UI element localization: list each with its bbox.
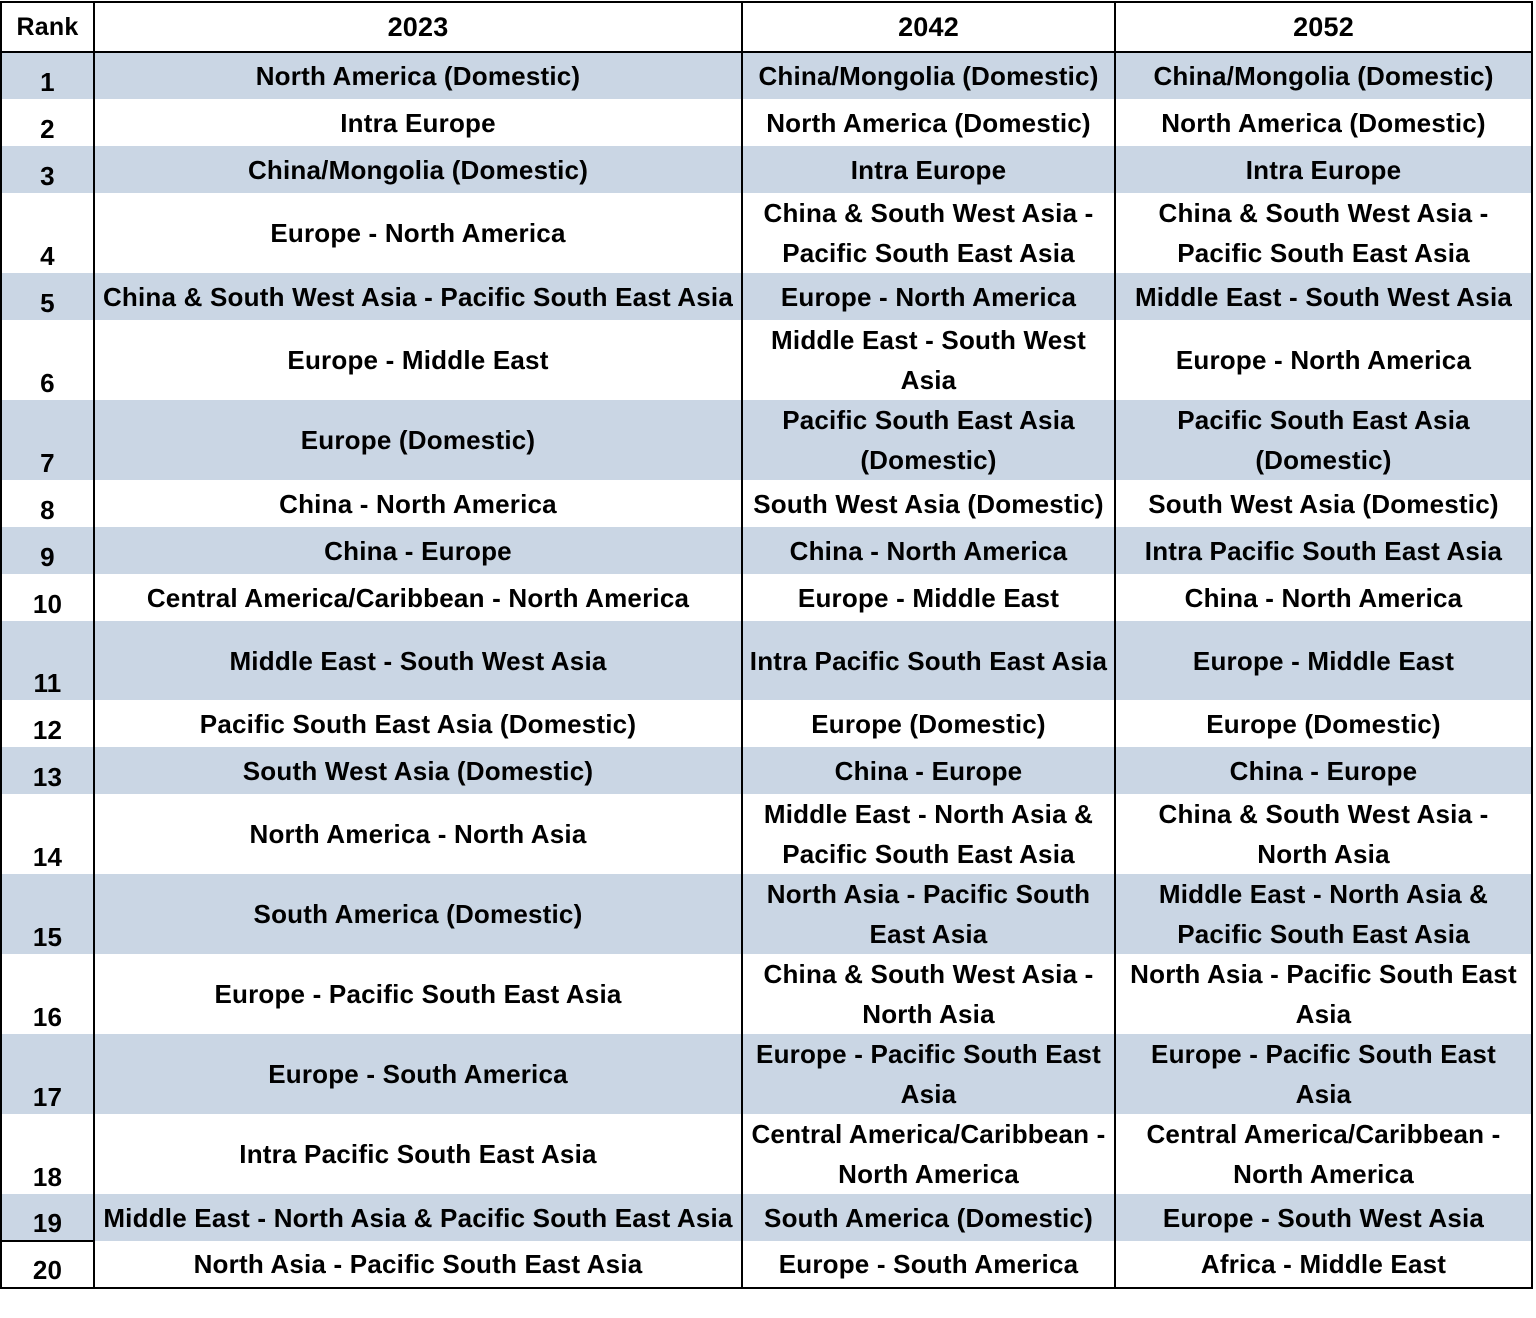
cell-2042: China - North America: [742, 527, 1115, 574]
table-row: [1, 621, 1532, 700]
cell-2042: Europe - Middle East: [742, 574, 1115, 621]
table-row: [1, 1114, 1532, 1194]
table-row: [1, 99, 1532, 146]
rank-cell: 9: [1, 527, 94, 574]
cell-2052: North America (Domestic): [1115, 99, 1532, 146]
rank-cell: 3: [1, 146, 94, 193]
rank-cell: 7: [1, 400, 94, 480]
header-2042: 2042: [742, 2, 1115, 52]
cell-2052: China - North America: [1115, 574, 1532, 621]
table-row: [1, 527, 1532, 574]
cell-2042: Intra Pacific South East Asia: [742, 621, 1115, 700]
rank-cell: 15: [1, 874, 94, 954]
rank-cell: 12: [1, 700, 94, 747]
cell-2023: North Asia - Pacific South East Asia: [94, 1241, 742, 1288]
table-header: [1, 2, 1532, 52]
cell-2042: Europe (Domestic): [742, 700, 1115, 747]
cell-2052: Europe - Middle East: [1115, 621, 1532, 700]
cell-2042: China & South West Asia - North Asia: [742, 954, 1115, 1034]
cell-2042: North America (Domestic): [742, 99, 1115, 146]
cell-2023: Europe - Pacific South East Asia: [94, 954, 742, 1034]
cell-2042: Central America/Caribbean - North America: [742, 1114, 1115, 1194]
table-row: [1, 954, 1532, 1034]
rank-cell: 16: [1, 954, 94, 1034]
header-row: [1, 2, 1532, 52]
cell-2052: Europe - South West Asia: [1115, 1194, 1532, 1241]
rank-cell: 13: [1, 747, 94, 794]
cell-2042: Intra Europe: [742, 146, 1115, 193]
cell-2042: Middle East - North Asia & Pacific South East Asia: [742, 794, 1115, 874]
cell-2052: Europe - Pacific South East Asia: [1115, 1034, 1532, 1114]
table-row: [1, 52, 1532, 99]
table-row: [1, 1241, 1532, 1288]
rank-cell: 6: [1, 320, 94, 400]
cell-2023: North America (Domestic): [94, 52, 742, 99]
cell-2023: China - North America: [94, 480, 742, 527]
cell-2023: Europe (Domestic): [94, 400, 742, 480]
rank-cell: 14: [1, 794, 94, 874]
cell-2023: Europe - North America: [94, 193, 742, 273]
rank-cell: 4: [1, 193, 94, 273]
cell-2023: Europe - South America: [94, 1034, 742, 1114]
cell-2052: Pacific South East Asia (Domestic): [1115, 400, 1532, 480]
cell-2042: Middle East - South West Asia: [742, 320, 1115, 400]
table-row: [1, 1034, 1532, 1114]
cell-2042: South West Asia (Domestic): [742, 480, 1115, 527]
cell-2042: Pacific South East Asia (Domestic): [742, 400, 1115, 480]
cell-2052: Europe (Domestic): [1115, 700, 1532, 747]
cell-2052: China & South West Asia - North Asia: [1115, 794, 1532, 874]
cell-2023: North America - North Asia: [94, 794, 742, 874]
ranking-table: [0, 1, 1533, 1289]
cell-2052: China & South West Asia - Pacific South East Asia: [1115, 193, 1532, 273]
cell-2052: China/Mongolia (Domestic): [1115, 52, 1532, 99]
cell-2023: Intra Pacific South East Asia: [94, 1114, 742, 1194]
rank-cell: 20: [1, 1241, 94, 1288]
cell-2023: Central America/Caribbean - North America: [94, 574, 742, 621]
table-row: [1, 273, 1532, 320]
table-row: [1, 400, 1532, 480]
cell-2042: Europe - Pacific South East Asia: [742, 1034, 1115, 1114]
rank-cell: 8: [1, 480, 94, 527]
rank-cell: 1: [1, 52, 94, 99]
table-row: [1, 320, 1532, 400]
cell-2023: Europe - Middle East: [94, 320, 742, 400]
cell-2042: China/Mongolia (Domestic): [742, 52, 1115, 99]
cell-2023: Middle East - South West Asia: [94, 621, 742, 700]
table-row: [1, 1194, 1532, 1241]
cell-2052: North Asia - Pacific South East Asia: [1115, 954, 1532, 1034]
cell-2042: China & South West Asia - Pacific South East Asia: [742, 193, 1115, 273]
cell-2052: Middle East - North Asia & Pacific South East Asia: [1115, 874, 1532, 954]
rank-cell: 17: [1, 1034, 94, 1114]
cell-2023: South West Asia (Domestic): [94, 747, 742, 794]
cell-2052: Intra Pacific South East Asia: [1115, 527, 1532, 574]
header-2023: 2023: [94, 2, 742, 52]
rank-cell: 2: [1, 99, 94, 146]
header-rank: Rank: [1, 2, 94, 52]
cell-2042: North Asia - Pacific South East Asia: [742, 874, 1115, 954]
table-row: [1, 574, 1532, 621]
cell-2052: Europe - North America: [1115, 320, 1532, 400]
cell-2052: China - Europe: [1115, 747, 1532, 794]
rank-cell: 5: [1, 273, 94, 320]
rank-cell: 10: [1, 574, 94, 621]
table-row: [1, 480, 1532, 527]
cell-2042: Europe - South America: [742, 1241, 1115, 1288]
cell-2042: China - Europe: [742, 747, 1115, 794]
cell-2023: China - Europe: [94, 527, 742, 574]
cell-2023: Intra Europe: [94, 99, 742, 146]
cell-2023: South America (Domestic): [94, 874, 742, 954]
cell-2042: South America (Domestic): [742, 1194, 1115, 1241]
rank-cell: 19: [1, 1194, 94, 1241]
cell-2052: South West Asia (Domestic): [1115, 480, 1532, 527]
cell-2042: Europe - North America: [742, 273, 1115, 320]
table-row: [1, 193, 1532, 273]
table-row: [1, 700, 1532, 747]
cell-2023: Pacific South East Asia (Domestic): [94, 700, 742, 747]
table-body: [1, 52, 1532, 1288]
cell-2052: Intra Europe: [1115, 146, 1532, 193]
rank-cell: 18: [1, 1114, 94, 1194]
cell-2052: Central America/Caribbean - North America: [1115, 1114, 1532, 1194]
cell-2023: China & South West Asia - Pacific South East Asia: [94, 273, 742, 320]
cell-2023: China/Mongolia (Domestic): [94, 146, 742, 193]
cell-2052: Middle East - South West Asia: [1115, 273, 1532, 320]
table-row: [1, 874, 1532, 954]
table-row: [1, 794, 1532, 874]
header-2052: 2052: [1115, 2, 1532, 52]
table-row: [1, 146, 1532, 193]
table-row: [1, 747, 1532, 794]
cell-2023: Middle East - North Asia & Pacific South East Asia: [94, 1194, 742, 1241]
cell-2052: Africa - Middle East: [1115, 1241, 1532, 1288]
rank-cell: 11: [1, 621, 94, 700]
